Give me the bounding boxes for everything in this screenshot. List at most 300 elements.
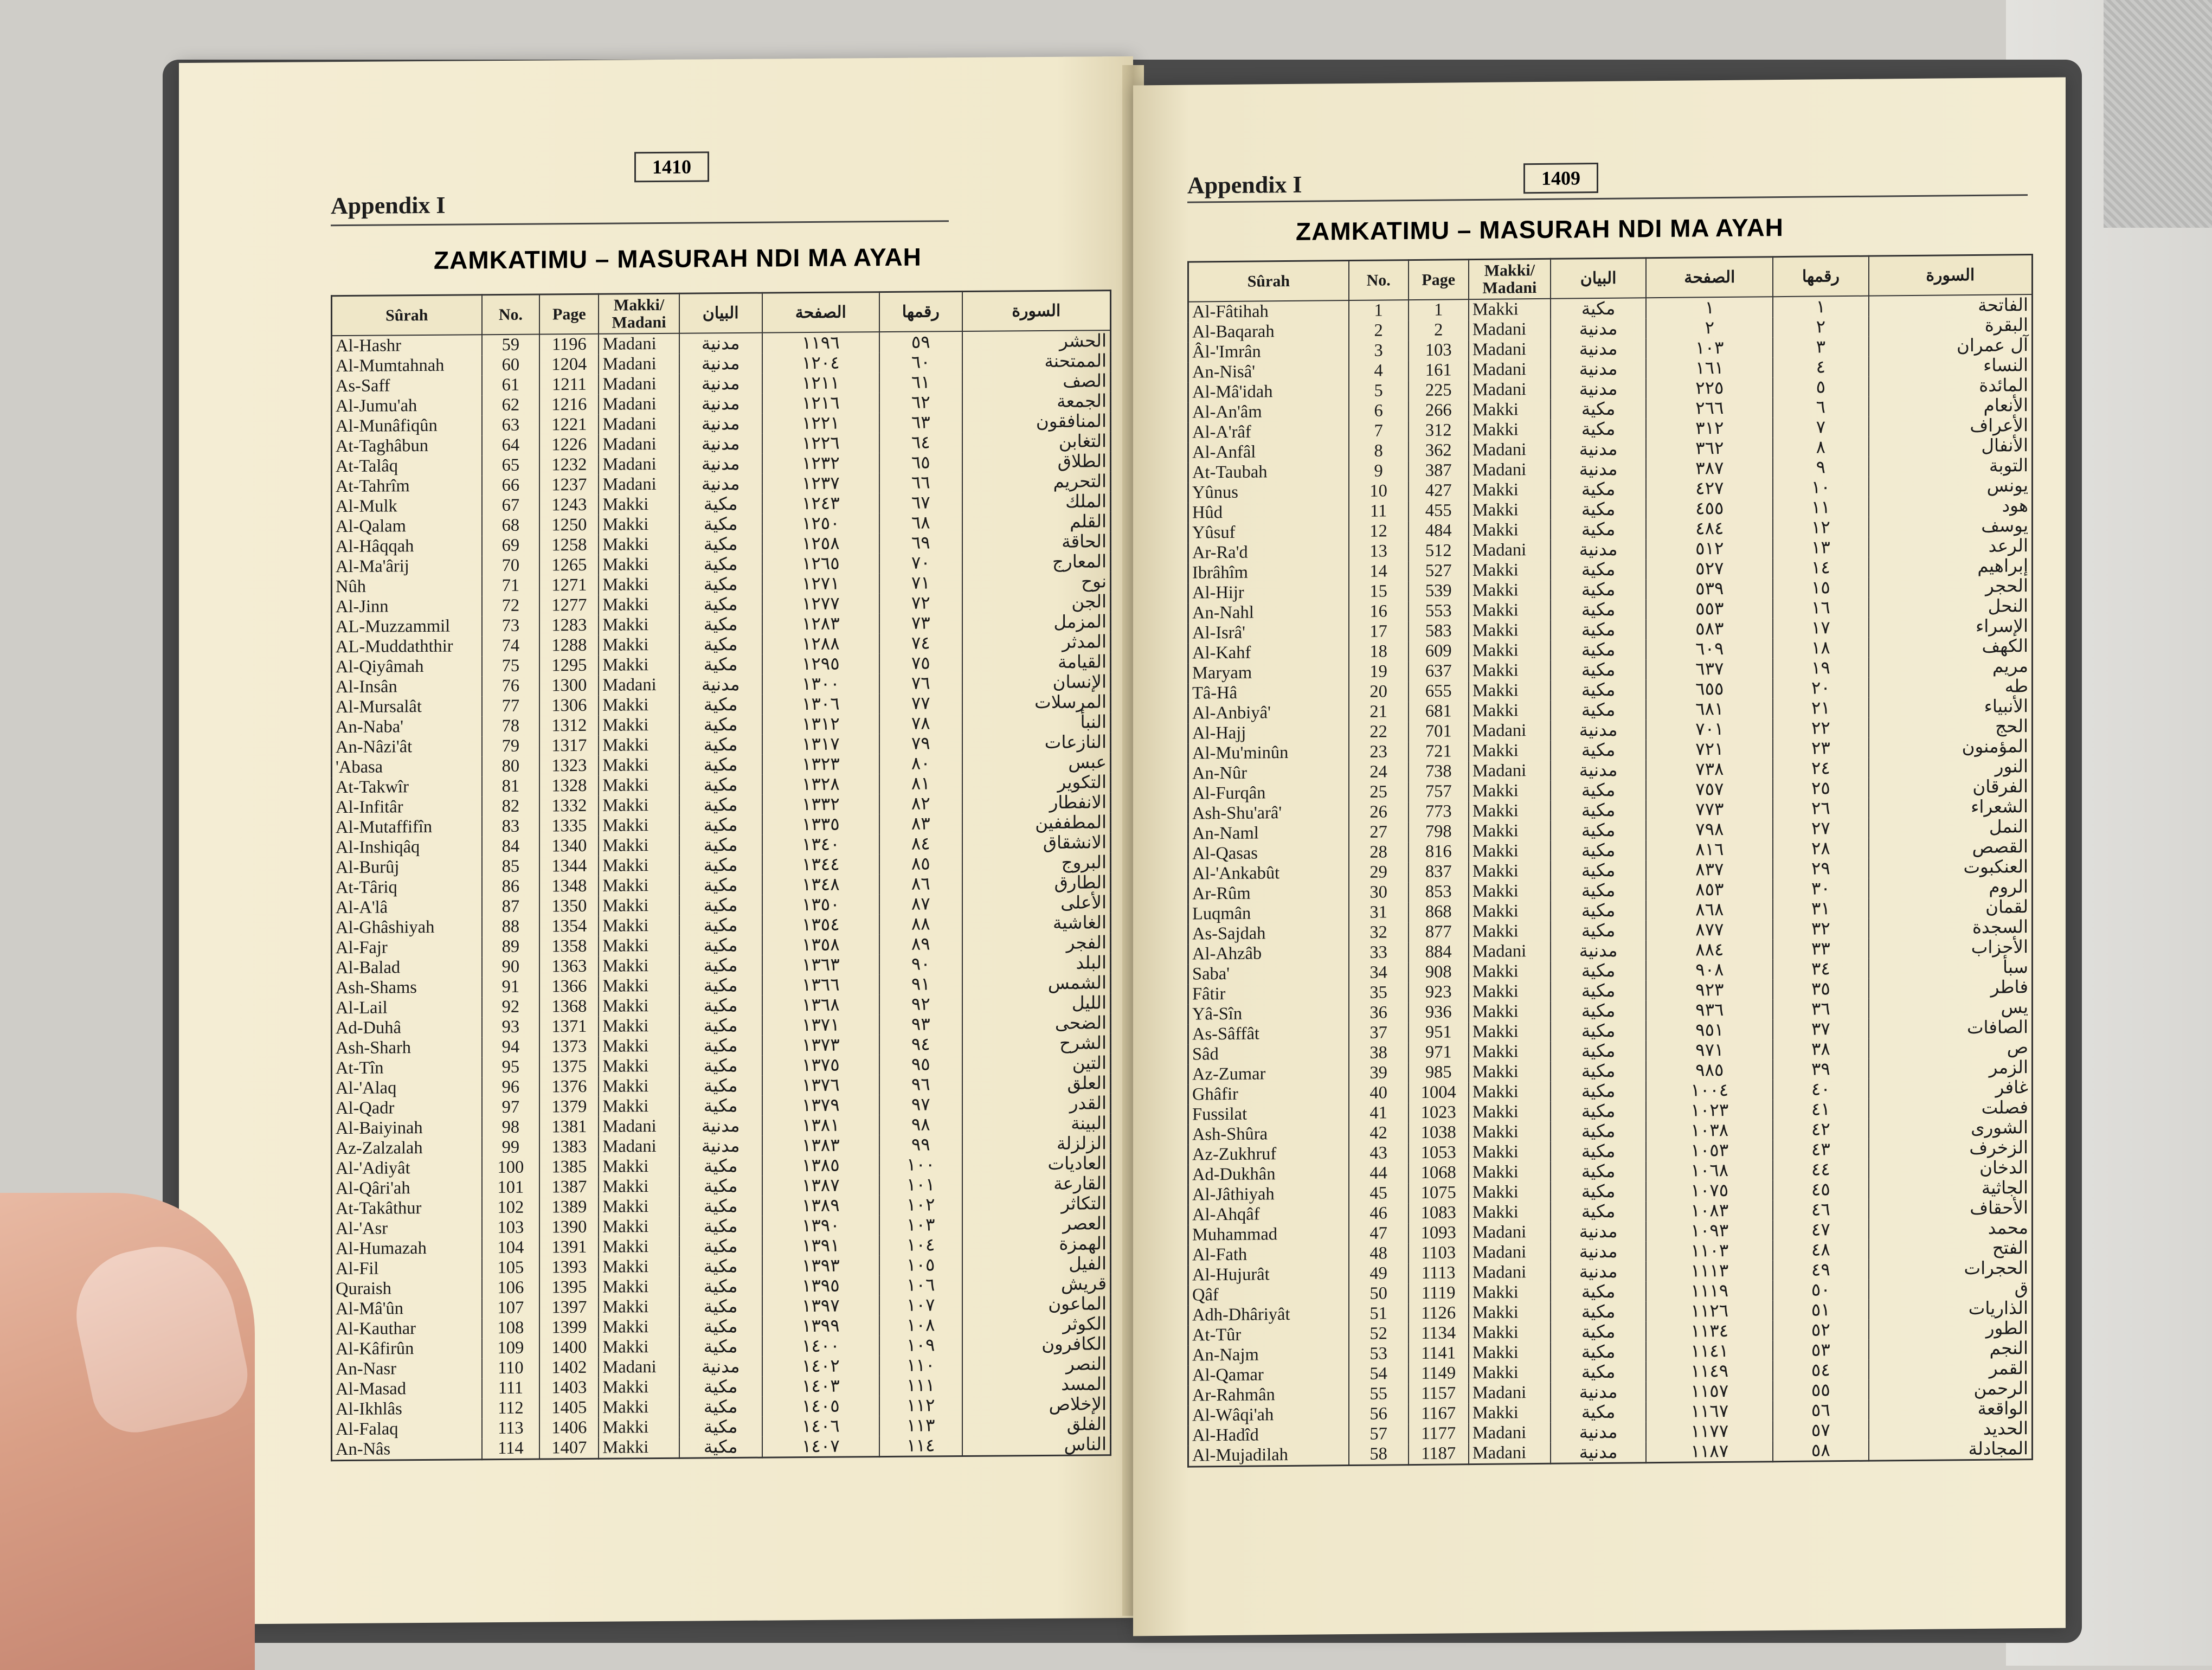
surah-name: Maryam: [1188, 662, 1349, 684]
surah-number-arabic: ٣٧: [1773, 1019, 1868, 1040]
page-number-cell: 553: [1409, 601, 1469, 621]
surah-number-arabic: ٥: [1773, 377, 1868, 398]
revelation-type: Madani: [599, 354, 679, 375]
revelation-type-arabic: مكية: [1551, 599, 1647, 620]
surah-name: An-Nûr: [1188, 762, 1349, 784]
surah-number: 52: [1349, 1324, 1409, 1344]
surah-name: Sâd: [1188, 1043, 1349, 1065]
page-number-arabic: ١٣٦٣: [762, 954, 879, 975]
revelation-type: Makki: [1469, 680, 1551, 701]
page-number-arabic: ١١١٩: [1646, 1280, 1773, 1301]
surah-number: 94: [482, 1037, 540, 1057]
surah-name-arabic: التكوير: [962, 772, 1111, 793]
surah-number-arabic: ٥٩: [879, 331, 962, 352]
revelation-type: Makki: [1469, 981, 1551, 1002]
revelation-type: Makki: [599, 1277, 679, 1298]
surah-name-arabic: القلم: [962, 511, 1111, 532]
revelation-type: Madani: [1469, 359, 1551, 380]
surah-name: Tâ-Hâ: [1188, 682, 1349, 704]
surah-number: 62: [482, 395, 540, 415]
revelation-type: Makki: [1469, 420, 1551, 440]
surah-number: 11: [1349, 501, 1409, 522]
surah-number-arabic: ٥٠: [1773, 1280, 1868, 1301]
surah-name-arabic: الشورى: [1869, 1117, 2033, 1139]
revelation-type-arabic: مدنية: [1551, 539, 1647, 560]
revelation-type-arabic: مكية: [679, 695, 762, 715]
page-number-arabic: ١٣٩١: [762, 1235, 879, 1256]
surah-number-arabic: ٣٥: [1773, 979, 1868, 1000]
revelation-type-arabic: مدنية: [1551, 1221, 1647, 1242]
revelation-type-arabic: مكية: [679, 755, 762, 775]
page-number-cell: 1383: [539, 1137, 599, 1158]
surah-number-arabic: ٣٨: [1773, 1039, 1868, 1060]
revelation-type-arabic: مكية: [679, 574, 762, 595]
surah-number: 45: [1349, 1183, 1409, 1204]
revelation-type: Makki: [599, 876, 679, 896]
page-number-arabic: ٨٧٧: [1646, 919, 1773, 940]
surah-number: 47: [1349, 1223, 1409, 1244]
page-number-arabic: ٩٨٥: [1646, 1059, 1773, 1081]
surah-number: 53: [1349, 1344, 1409, 1364]
surah-name-arabic: غافر: [1869, 1077, 2033, 1099]
surah-name-arabic: النصر: [962, 1354, 1111, 1375]
surah-name-arabic: الإخلاص: [962, 1394, 1111, 1415]
page-number-cell: 868: [1409, 902, 1469, 922]
surah-name-arabic: الفتح: [1869, 1238, 2033, 1260]
page-number-arabic: ٨٨٤: [1646, 939, 1773, 960]
surah-name: Al-Falaq: [332, 1418, 482, 1440]
revelation-type-arabic: مكية: [679, 875, 762, 896]
revelation-type-arabic: مكية: [679, 654, 762, 675]
page-number-cell: 1288: [539, 635, 599, 656]
revelation-type-arabic: مكية: [1551, 579, 1647, 600]
surah-number-arabic: ٤٦: [1773, 1199, 1868, 1221]
revelation-type-arabic: مكية: [679, 995, 762, 1016]
revelation-type-arabic: مدنية: [1551, 318, 1647, 339]
surah-name: Al-Mâ'idah: [1188, 381, 1349, 403]
surah-name: Al-Inshiqâq: [332, 837, 482, 858]
revelation-type-arabic: مدنية: [1551, 1261, 1647, 1282]
surah-number: 9: [1349, 461, 1409, 481]
surah-name: An-Nasr: [332, 1358, 482, 1379]
surah-number-arabic: ٦٥: [879, 452, 962, 473]
surah-number-arabic: ٣٠: [1773, 878, 1868, 900]
page-number-arabic: ١٠٥٣: [1646, 1140, 1773, 1161]
surah-name-arabic: الحشر: [962, 330, 1111, 352]
surah-name: Quraish: [332, 1278, 482, 1299]
surah-number-arabic: ٧٢: [879, 593, 962, 613]
revelation-type-arabic: مدنية: [1551, 459, 1647, 480]
revelation-type-arabic: مدنية: [1551, 1382, 1647, 1403]
surah-number-arabic: ٧٣: [879, 613, 962, 633]
surah-number-arabic: ٥٥: [1773, 1380, 1868, 1401]
surah-name-arabic: التحريم: [962, 471, 1111, 492]
col-header-raqmuha: رقمها: [1773, 256, 1868, 297]
page-number-cell: 484: [1409, 521, 1469, 541]
surah-number-arabic: ٨٠: [879, 753, 962, 774]
page-number-cell: 1379: [539, 1097, 599, 1117]
page-number-cell: 1243: [539, 495, 599, 516]
page-number-arabic: ٧٧٣: [1646, 799, 1773, 820]
revelation-type: Makki: [599, 1377, 679, 1398]
revelation-type: Makki: [1469, 1142, 1551, 1162]
page-number-cell: 1389: [539, 1197, 599, 1218]
surah-number-arabic: ١٠٥: [879, 1255, 962, 1275]
surah-name-arabic: محمد: [1869, 1218, 2033, 1239]
page-number-cell: 681: [1409, 701, 1469, 722]
surah-name: Ad-Dukhân: [1188, 1164, 1349, 1185]
surah-number-arabic: ٩٩: [879, 1134, 962, 1155]
surah-name-arabic: الأنبياء: [1869, 696, 2033, 718]
surah-number-arabic: ٦٩: [879, 532, 962, 553]
surah-number-arabic: ٧٨: [879, 713, 962, 734]
surah-number: 101: [482, 1177, 540, 1198]
surah-number-arabic: ٧٠: [879, 553, 962, 573]
revelation-type-arabic: مكية: [1551, 1000, 1647, 1022]
revelation-type-arabic: مكية: [1551, 1081, 1647, 1102]
page-number-arabic: ٩٣٦: [1646, 999, 1773, 1020]
surah-name: Al-Fâtihah: [1188, 300, 1349, 323]
page-number-arabic: ١٣٧٣: [762, 1035, 879, 1056]
page-number-arabic: ١٣٩٠: [762, 1215, 879, 1236]
page-number-arabic: ١٠٦٨: [1646, 1160, 1773, 1181]
page-number-arabic: ١٣٥٤: [762, 914, 879, 935]
revelation-type: Makki: [1469, 1322, 1551, 1343]
revelation-type: Makki: [1469, 400, 1551, 420]
surah-name-arabic: الناس: [962, 1434, 1111, 1456]
revelation-type: Madani: [1469, 941, 1551, 962]
revelation-type: Makki: [1469, 560, 1551, 581]
surah-name-arabic: القمر: [1869, 1358, 2033, 1380]
revelation-type-arabic: مكية: [679, 955, 762, 976]
page-number-arabic: ١١٦٧: [1646, 1401, 1773, 1422]
page-number-cell: 1211: [539, 375, 599, 395]
surah-name-arabic: البروج: [962, 852, 1111, 873]
surah-number: 108: [482, 1318, 540, 1338]
revelation-type-arabic: مكية: [679, 835, 762, 856]
revelation-type: Makki: [1469, 881, 1551, 902]
surah-number: 83: [482, 816, 540, 837]
page-number-cell: 1038: [1409, 1122, 1469, 1143]
surah-name: Al-A'râf: [1188, 421, 1349, 443]
surah-name-arabic: النحل: [1869, 596, 2033, 618]
surah-name-arabic: الأعراف: [1869, 415, 2033, 437]
surah-name: At-Takâthur: [332, 1198, 482, 1219]
revelation-type-arabic: مدنية: [679, 354, 762, 374]
page-number-cell: 877: [1409, 922, 1469, 942]
surah-name-arabic: فصلت: [1869, 1097, 2033, 1119]
page-number-cell: 1187: [1409, 1443, 1469, 1465]
surah-number-arabic: ١٠٩: [879, 1335, 962, 1356]
page-number-cell: 936: [1409, 1002, 1469, 1023]
revelation-type: Madani: [1469, 339, 1551, 360]
surah-name-arabic: طه: [1869, 676, 2033, 698]
surah-name: Ar-Rûm: [1188, 883, 1349, 904]
revelation-type-arabic: مكية: [1551, 880, 1647, 901]
revelation-type: Makki: [1469, 1403, 1551, 1423]
revelation-type-arabic: مكية: [1551, 800, 1647, 821]
surah-number-arabic: ١١: [1773, 497, 1868, 518]
page-number-arabic: ١٣٣٢: [762, 794, 879, 815]
surah-number-arabic: ٢٩: [1773, 858, 1868, 879]
page-number-arabic: ١٢٢١: [762, 413, 879, 434]
revelation-type: Makki: [599, 916, 679, 936]
surah-number-arabic: ٧: [1773, 417, 1868, 438]
page-number-arabic: ١٣٧٩: [762, 1095, 879, 1116]
surah-number-arabic: ١٠٦: [879, 1275, 962, 1295]
col-header-bayan: البيان: [679, 293, 762, 333]
page-number-arabic: ١٠٣: [1646, 337, 1773, 358]
surah-number: 12: [1349, 521, 1409, 542]
surah-number: 36: [1349, 1003, 1409, 1023]
revelation-type-arabic: مدنية: [1551, 760, 1647, 781]
revelation-type-arabic: مكية: [1551, 298, 1647, 319]
surah-number: 14: [1349, 561, 1409, 582]
revelation-type: Makki: [1469, 1022, 1551, 1042]
surah-number: 49: [1349, 1263, 1409, 1284]
revelation-type: Makki: [1469, 1082, 1551, 1102]
page-number-arabic: ١١٣٤: [1646, 1320, 1773, 1341]
surah-name: Al-Insân: [332, 676, 482, 697]
surah-number: 96: [482, 1077, 540, 1097]
revelation-type: Makki: [599, 1417, 679, 1438]
page-number-arabic: ١١٤٩: [1646, 1360, 1773, 1382]
revelation-type: Makki: [599, 815, 679, 836]
revelation-type: Makki: [1469, 901, 1551, 922]
surah-number-arabic: ٩١: [879, 974, 962, 994]
revelation-type: Makki: [1469, 1182, 1551, 1203]
surah-name-arabic: مريم: [1869, 656, 2033, 678]
surah-number-arabic: ٤٨: [1773, 1239, 1868, 1261]
surah-number: 61: [482, 375, 540, 395]
surah-name: An-Naml: [1188, 823, 1349, 844]
revelation-type-arabic: مكية: [679, 1216, 762, 1237]
page-number-cell: 527: [1409, 561, 1469, 581]
surah-number: 1: [1349, 300, 1409, 321]
surah-name-arabic: الشعراء: [1869, 797, 2033, 818]
revelation-type: Madani: [1469, 1383, 1551, 1403]
surah-number: 104: [482, 1237, 540, 1258]
page-number: 1409: [1523, 163, 1598, 194]
surah-number-arabic: ٨٩: [879, 934, 962, 954]
revelation-type-arabic: مكية: [1551, 960, 1647, 981]
surah-number-arabic: ٤: [1773, 357, 1868, 378]
page-number-arabic: ١٣٦٨: [762, 994, 879, 1016]
revelation-type: Makki: [599, 856, 679, 876]
surah-name-arabic: المسد: [962, 1374, 1111, 1395]
revelation-type: Makki: [599, 936, 679, 956]
surah-number-arabic: ٨٤: [879, 833, 962, 854]
surah-number: 64: [482, 435, 540, 455]
surah-name: Al-Masad: [332, 1378, 482, 1399]
surah-number: 69: [482, 535, 540, 556]
surah-name: Hûd: [1188, 502, 1349, 523]
surah-number: 21: [1349, 702, 1409, 722]
page-number-arabic: ١٢١٦: [762, 393, 879, 414]
revelation-type-arabic: مكية: [679, 1437, 762, 1459]
surah-number: 59: [482, 334, 540, 355]
page-number-arabic: ٤٢٧: [1646, 478, 1773, 499]
page-number-cell: 1371: [539, 1017, 599, 1037]
surah-name-arabic: النازعات: [962, 732, 1111, 753]
surah-number: 16: [1349, 601, 1409, 622]
page-number-arabic: ١٤٠٢: [762, 1356, 879, 1377]
surah-number-arabic: ١١٣: [879, 1415, 962, 1436]
surah-number-arabic: ٤٧: [1773, 1219, 1868, 1241]
page-number-arabic: ١٣٧١: [762, 1014, 879, 1036]
surah-number-arabic: ٧٧: [879, 693, 962, 714]
table-title: ZAMKATIMU – MASURAH NDI MA AYAH: [434, 242, 922, 274]
surah-name: Al-'Ankabût: [1188, 863, 1349, 884]
revelation-type: Makki: [1469, 741, 1551, 761]
page-number-cell: 1265: [539, 555, 599, 576]
surah-name-arabic: التكاثر: [962, 1193, 1111, 1215]
surah-number: 75: [482, 656, 540, 676]
revelation-type-arabic: مدنية: [1551, 1241, 1647, 1262]
surah-number-arabic: ١٩: [1773, 658, 1868, 679]
revelation-type-arabic: مكية: [679, 975, 762, 996]
revelation-type-arabic: مكية: [679, 1377, 762, 1397]
revelation-type: Madani: [1469, 319, 1551, 340]
surah-number-arabic: ١٦: [1773, 598, 1868, 619]
surah-name: Al-Hujurât: [1188, 1264, 1349, 1286]
page-number-arabic: ١٣٧٥: [762, 1055, 879, 1076]
surah-number: 89: [482, 936, 540, 957]
surah-number-arabic: ٨: [1773, 437, 1868, 458]
col-header-surah: Sûrah: [1188, 261, 1349, 302]
surah-number-arabic: ١٥: [1773, 577, 1868, 599]
page-number-cell: 1113: [1409, 1263, 1469, 1283]
page-number-arabic: ١٠٠٤: [1646, 1080, 1773, 1101]
surah-number: 20: [1349, 682, 1409, 702]
revelation-type: Madani: [599, 394, 679, 415]
revelation-type-arabic: مكية: [1551, 679, 1647, 701]
surah-name: Al-Lail: [332, 997, 482, 1018]
surah-name: At-Tîn: [332, 1057, 482, 1078]
revelation-type-arabic: مكية: [1551, 1040, 1647, 1062]
surah-name: Al-Mumtahnah: [332, 355, 482, 376]
page-number-arabic: ١٢١١: [762, 372, 879, 394]
page-number-cell: 1157: [1409, 1383, 1469, 1404]
page-number-cell: 1376: [539, 1077, 599, 1097]
surah-name: Al-Qasas: [1188, 843, 1349, 864]
surah-number-arabic: ٥٢: [1773, 1320, 1868, 1341]
revelation-type: Makki: [1469, 1363, 1551, 1383]
page-number-arabic: ٨٣٧: [1646, 859, 1773, 880]
page-number-arabic: ١٣٠٠: [762, 673, 879, 695]
surah-name-arabic: القيامة: [962, 652, 1111, 673]
page-number-arabic: ١٠٧٥: [1646, 1180, 1773, 1201]
surah-name-arabic: الضحى: [962, 1013, 1111, 1034]
surah-name-arabic: الحجرات: [1869, 1258, 2033, 1280]
page-number-arabic: ٧٢١: [1646, 738, 1773, 760]
surah-name: Al-Hijr: [1188, 582, 1349, 603]
surah-number-arabic: ٢٨: [1773, 838, 1868, 859]
revelation-type: Madani: [1469, 380, 1551, 400]
surah-number: 95: [482, 1057, 540, 1077]
surah-number: 32: [1349, 922, 1409, 943]
surah-number-arabic: ١٣: [1773, 537, 1868, 558]
page-number-cell: 1344: [539, 856, 599, 877]
page-number-cell: 1375: [539, 1057, 599, 1077]
surah-name-arabic: عبس: [962, 752, 1111, 773]
revelation-type-arabic: مكية: [1551, 699, 1647, 721]
page-number-arabic: ١١٨٧: [1646, 1441, 1773, 1463]
surah-name: Al-Mu'minûn: [1188, 742, 1349, 764]
surah-name-arabic: يوسف: [1869, 516, 2033, 537]
revelation-type-arabic: مكية: [679, 534, 762, 555]
surah-number-arabic: ٧٩: [879, 733, 962, 754]
surah-number-arabic: ٢: [1773, 317, 1868, 338]
surah-name: Al-Infitâr: [332, 797, 482, 818]
revelation-type-arabic: مدنية: [679, 1136, 762, 1157]
surah-name-arabic: سبأ: [1869, 957, 2033, 979]
page-number-cell: 2: [1409, 320, 1469, 341]
page-number-arabic: ٨٦٨: [1646, 899, 1773, 920]
surah-name: Fâtir: [1188, 983, 1349, 1005]
page-number-arabic: ١٣٨١: [762, 1115, 879, 1136]
page-number-cell: 1167: [1409, 1403, 1469, 1424]
revelation-type-arabic: مكية: [1551, 980, 1647, 1001]
surah-name: An-Nahl: [1188, 602, 1349, 624]
page-number-arabic: ١٣٣٥: [762, 814, 879, 835]
surah-name-arabic: الإنسان: [962, 672, 1111, 693]
revelation-type-arabic: مكية: [1551, 820, 1647, 841]
surah-number: 114: [482, 1438, 540, 1459]
revelation-type-arabic: مدنية: [1551, 358, 1647, 380]
surah-name: Al-Ahqâf: [1188, 1204, 1349, 1225]
revelation-type: Makki: [1469, 500, 1551, 521]
revelation-type: Madani: [1469, 440, 1551, 460]
revelation-type: Madani: [599, 434, 679, 455]
page-number-cell: 637: [1409, 661, 1469, 682]
page-number-arabic: ٣١٢: [1646, 418, 1773, 439]
surah-name: At-Taghâbun: [332, 435, 482, 457]
surah-name: Al-Mutaffifîn: [332, 817, 482, 838]
page-number-arabic: ٥٢٧: [1646, 558, 1773, 579]
surah-name-arabic: الأحقاف: [1869, 1198, 2033, 1219]
surah-number: 34: [1349, 962, 1409, 983]
surah-name-arabic: الماعون: [962, 1294, 1111, 1315]
page-number-arabic: ١٣٤٤: [762, 854, 879, 875]
revelation-type: Makki: [1469, 299, 1551, 320]
surah-number: 19: [1349, 661, 1409, 682]
page-number-arabic: ١١١٣: [1646, 1260, 1773, 1281]
revelation-type: Makki: [599, 695, 679, 716]
surah-number-arabic: ١٠٧: [879, 1295, 962, 1315]
surah-number-arabic: ٢٣: [1773, 738, 1868, 759]
revelation-type-arabic: مكية: [679, 1276, 762, 1297]
revelation-type: Makki: [599, 715, 679, 736]
surah-number: 71: [482, 575, 540, 596]
page-number-arabic: ٦٣٧: [1646, 658, 1773, 679]
revelation-type-arabic: مكية: [679, 915, 762, 936]
surah-name: Az-Zukhruf: [1188, 1144, 1349, 1165]
surah-number-arabic: ٣١: [1773, 898, 1868, 920]
col-header-makki-madani: Makki/ Madani: [599, 293, 679, 334]
page-number-cell: 1126: [1409, 1303, 1469, 1324]
surah-name-arabic: العلق: [962, 1073, 1111, 1094]
page-number-arabic: ١٣٥٨: [762, 934, 879, 955]
revelation-type-arabic: مكية: [1551, 1301, 1647, 1322]
revelation-type-arabic: مكية: [1551, 1341, 1647, 1363]
page-number-cell: 1068: [1409, 1162, 1469, 1183]
surah-number: 60: [482, 355, 540, 375]
surah-name-arabic: الكهف: [1869, 636, 2033, 658]
surah-name-arabic: العنكبوت: [1869, 857, 2033, 878]
revelation-type: Makki: [599, 1076, 679, 1097]
surah-name-arabic: المدثر: [962, 632, 1111, 653]
